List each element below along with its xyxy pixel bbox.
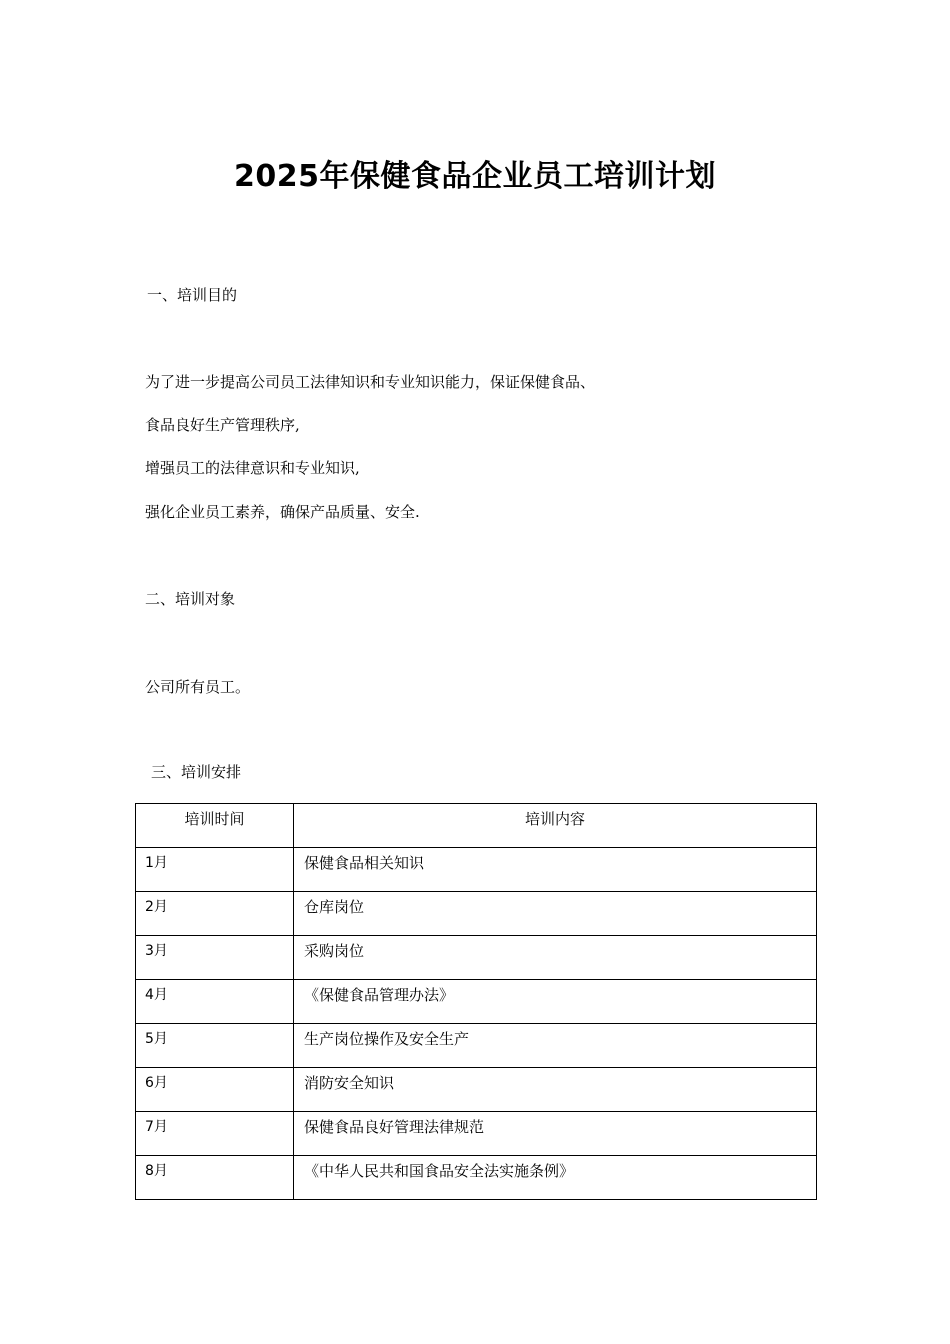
audience-text: 公司所有员工。 <box>145 678 251 696</box>
section-heading-audience: 二、培训对象 <box>145 590 236 608</box>
section-heading-schedule: 三、培训安排 <box>151 763 242 781</box>
purpose-line-2: 食品良好生产管理秩序, <box>145 416 300 434</box>
month-cell: 8月 <box>136 1156 294 1200</box>
content-cell: 消防安全知识 <box>294 1068 817 1112</box>
content-cell: 仓库岗位 <box>294 892 817 936</box>
table-row <box>136 848 817 892</box>
header-cell-content: 培训内容 <box>294 804 817 848</box>
month-cell: 2月 <box>136 892 294 936</box>
table-row <box>136 936 817 980</box>
page-title: 2025年保健食品企业员工培训计划 <box>234 159 716 194</box>
purpose-line-3: 增强员工的法律意识和专业知识, <box>145 459 360 477</box>
purpose-line-1: 为了进一步提高公司员工法律知识和专业知识能力，保证保健食品、 <box>145 373 596 391</box>
section-heading-purpose: 一、培训目的 <box>147 286 238 304</box>
content-cell: 保健食品相关知识 <box>294 848 817 892</box>
purpose-line-4: 强化企业员工素养，确保产品质量、安全. <box>145 503 420 521</box>
table-row <box>136 1024 817 1068</box>
content-cell: 采购岗位 <box>294 936 817 980</box>
content-cell: 保健食品良好管理法律规范 <box>294 1112 817 1156</box>
month-cell: 3月 <box>136 936 294 980</box>
month-cell: 1月 <box>136 848 294 892</box>
table-row <box>136 1112 817 1156</box>
content-cell: 《中华人民共和国食品安全法实施条例》 <box>294 1156 817 1200</box>
month-cell: 5月 <box>136 1024 294 1068</box>
header-cell-time: 培训时间 <box>136 804 294 848</box>
table-header-row <box>136 804 817 848</box>
month-cell: 6月 <box>136 1068 294 1112</box>
training-schedule-table <box>135 803 817 1200</box>
table-row <box>136 980 817 1024</box>
table-row <box>136 1068 817 1112</box>
month-cell: 7月 <box>136 1112 294 1156</box>
content-cell: 《保健食品管理办法》 <box>294 980 817 1024</box>
content-cell: 生产岗位操作及安全生产 <box>294 1024 817 1068</box>
table-row <box>136 1156 817 1200</box>
table-row <box>136 892 817 936</box>
month-cell: 4月 <box>136 980 294 1024</box>
